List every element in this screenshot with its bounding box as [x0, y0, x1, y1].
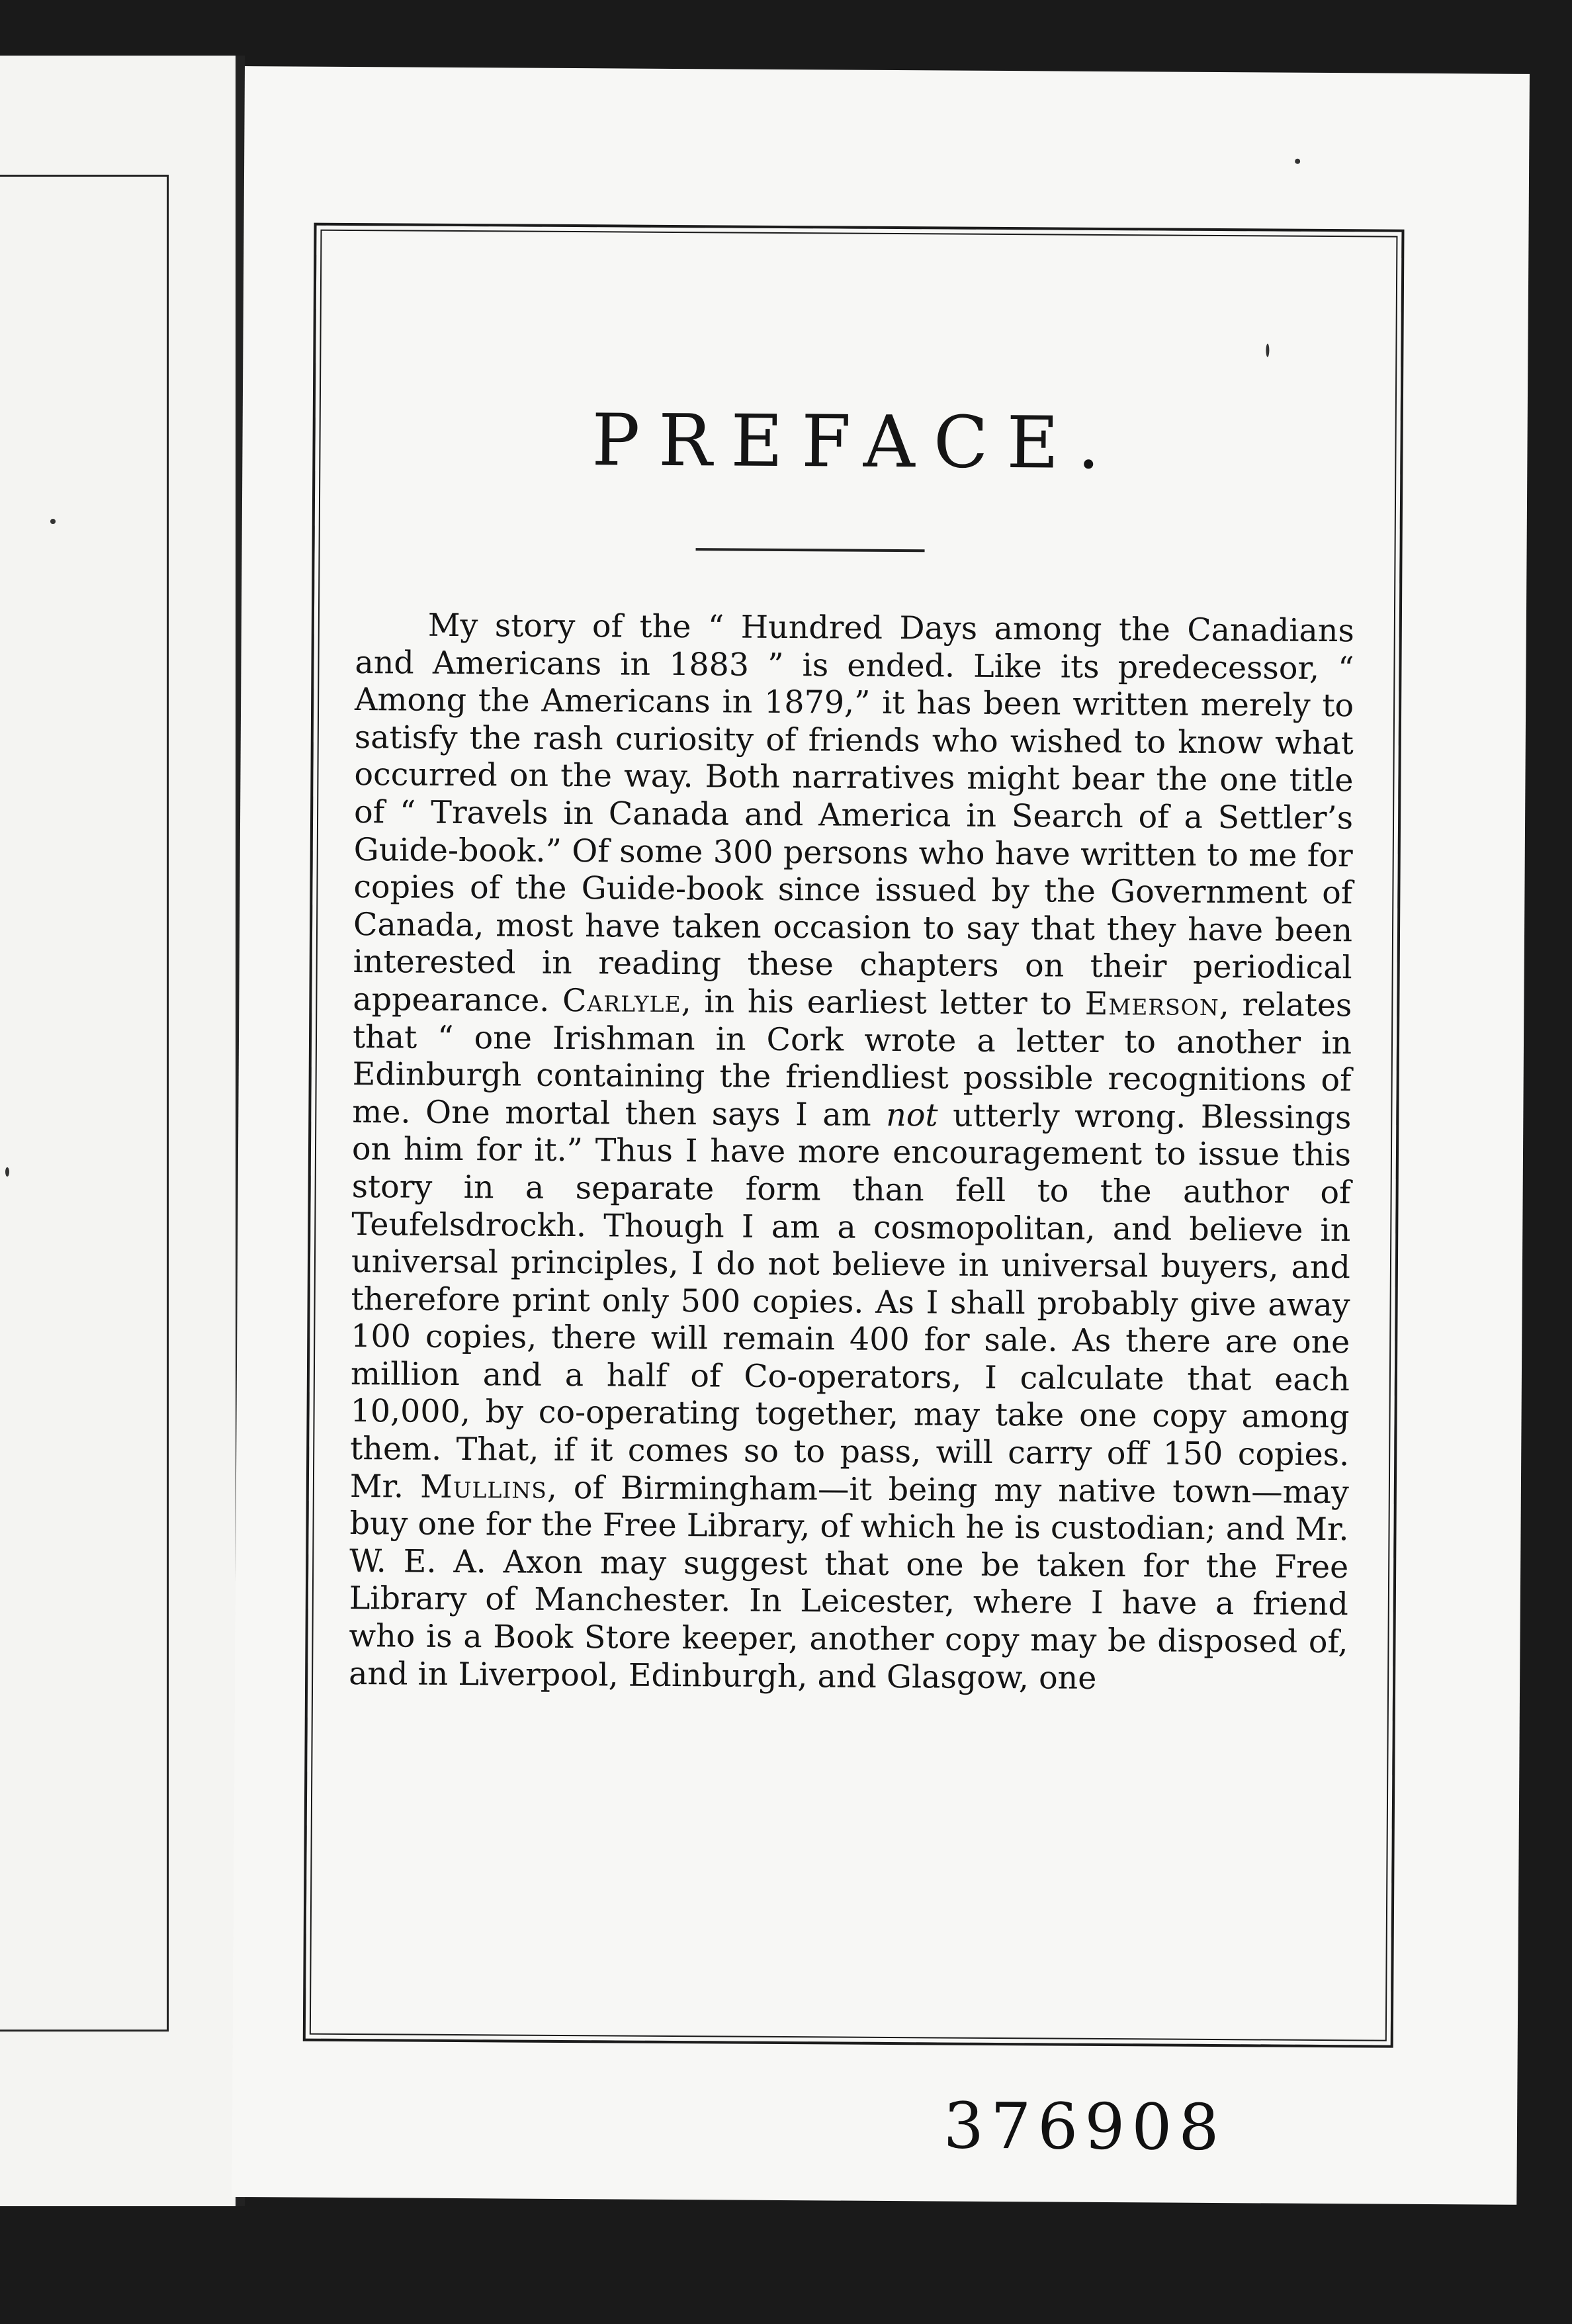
paragraph-run: , of Birmingham—it being my native town—may buy one for the Free Library, of which he is custodian; and Mr. W. E. A. Axon may suggest that one be taken for the Free Library of Manchester. In Leicester, where I have a friend who is a Book Store keeper, another copy may be disposed of, and in Liverpool, Edinburgh, and Glasgow, one [348, 1469, 1350, 1697]
paragraph-run: My story of the “ Hundred Days among the Canadians and Americans in 1883 ” is ended. Like its predecessor, “ Among the Americans in 1879,” it has been written merely to satisfy the rash curiosity of friends who wished to know what occurred on the way. Both narratives might bear the one title of “ Travels in Canada and America in Search of a Settler’s Guide-book.” Of some 300 persons who have written to me for copies of the Guide-book since issued by the Government of Canada, most have taken occasion to say that they have been interested in reading these chapters on their periodical appearance. [353, 607, 1354, 1019]
page-title: PREFACE. [591, 399, 1119, 486]
italic-emphasis: not [886, 1096, 938, 1134]
paper-speck [50, 519, 56, 524]
paper-speck [1295, 159, 1300, 164]
small-caps-name: Mullins [419, 1468, 548, 1506]
previous-page-border [0, 175, 169, 2032]
paragraph-run: , in his earliest letter to [681, 983, 1085, 1022]
paper-speck [5, 1167, 9, 1177]
paragraph-run: utterly wrong. Blessings on him for it.” Thus I have more encouragement to issue this story in a separate form than fell to the author of Teufelsdrockh. Though I am a cosmopolitan, and believe in universal principles, I do not believe in universal buyers, and therefore print only 500 copies. As I shall probably give away 100 copies, there will remain 400 for sale. As there are one million and a half of Co-operators, I calculate that each 10,000, by co-operating together, may take one copy among them. That, if it comes so to pass, will carry off 150 copies. Mr. [349, 1097, 1352, 1505]
small-caps-name: Carlyle [562, 982, 681, 1020]
catalog-stamp-number: 376908 [943, 2088, 1226, 2165]
previous-page-strip [0, 56, 236, 2206]
preface-page [232, 66, 1530, 2205]
preface-paragraph [349, 607, 1354, 1699]
paragraph-run: , relates that “ one Irishman in Cork wrote a letter to another in Edinburgh containing the friendliest possible recognitions of me. One mortal then says I am [352, 986, 1352, 1134]
small-caps-name: Emerson [1084, 985, 1219, 1023]
